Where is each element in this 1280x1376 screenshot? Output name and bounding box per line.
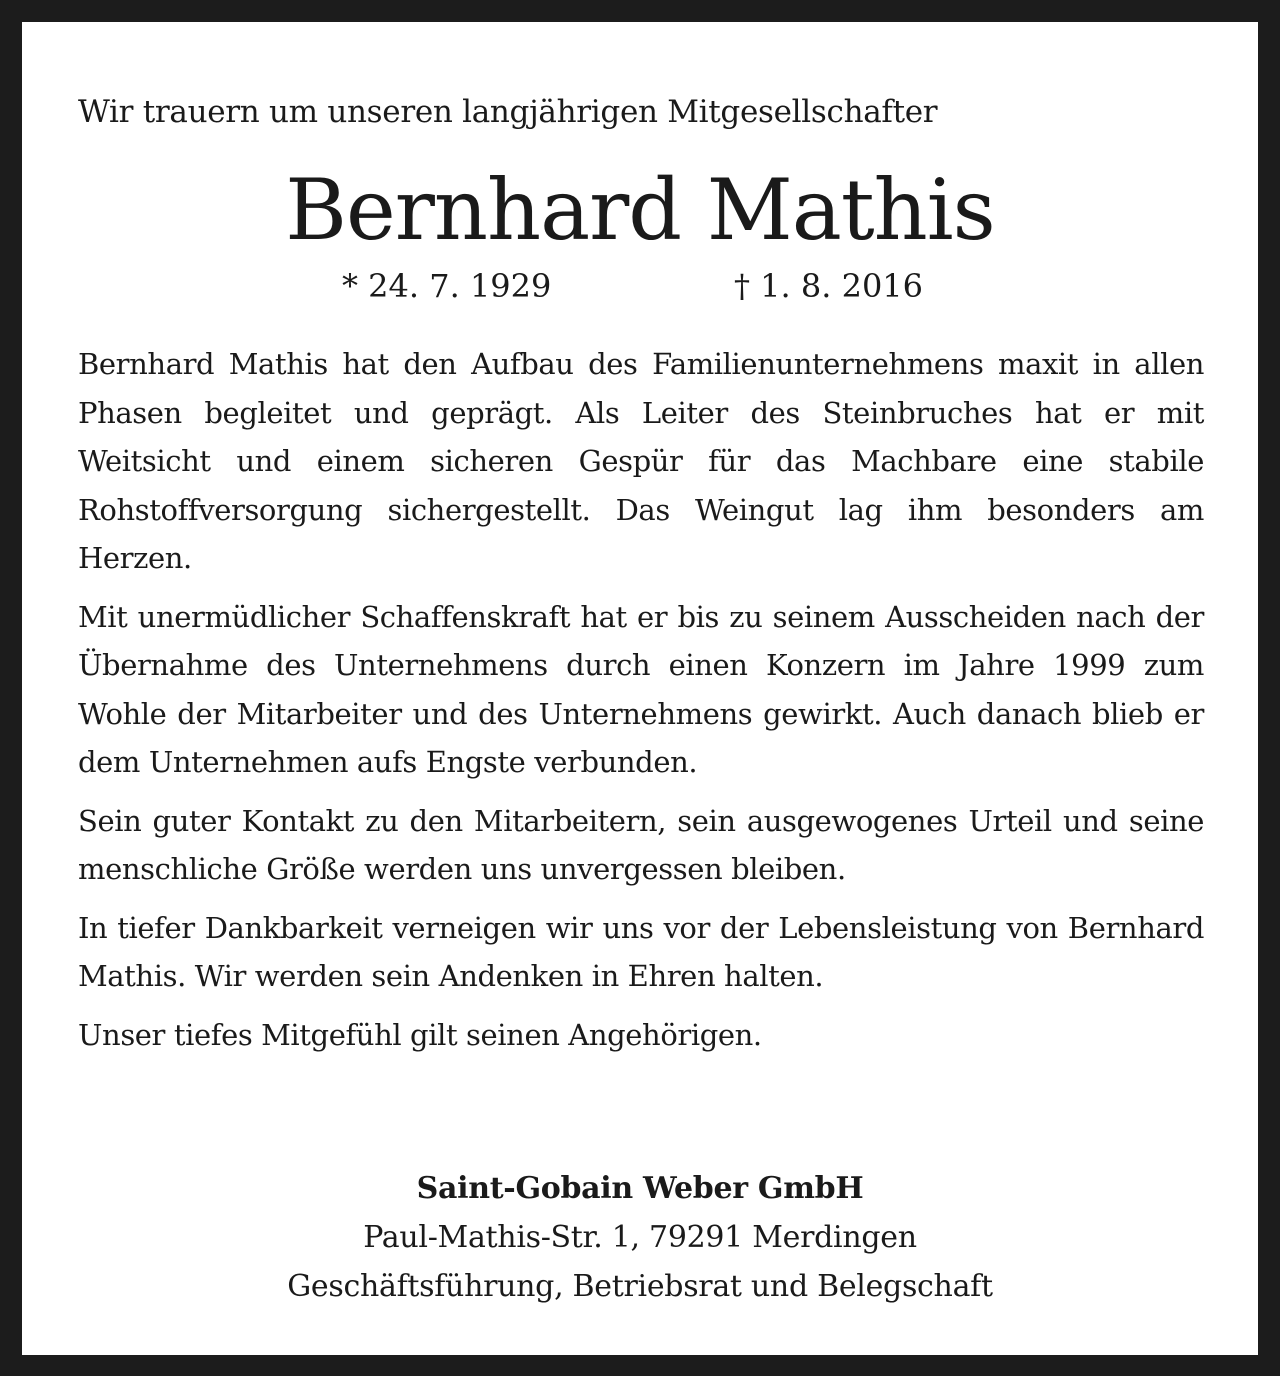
- birth-date: * 24. 7. 1929: [342, 267, 552, 305]
- paragraph-dedication: Mit unermüdlicher Schaffenskraft hat er bis zu seinem Ausscheiden nach der Übernahme des Unternehmens durch einen Konzern im Jahre 1999 zum Wohle der Mitarbeiter und des Unternehmens gewirkt. Auch danach blieb er dem Unternehmen aufs Engste verbunden.: [78, 599, 1204, 779]
- signatories: Geschäftsführung, Betriebsrat und Belegschaft: [287, 1269, 993, 1304]
- obituary-notice: [22, 22, 1258, 1355]
- paragraph-character: Sein guter Kontakt zu den Mitarbeitern, sein ausgewogenes Urteil und seine menschliche Größe werden uns unvergessen bleiben.: [78, 803, 1204, 886]
- intro-line: Wir trauern um unseren langjährigen Mitgesellschafter: [78, 94, 938, 130]
- company-name: Saint-Gobain Weber GmbH: [416, 1171, 864, 1206]
- death-date: † 1. 8. 2016: [734, 267, 924, 305]
- paragraph-condolences: Unser tiefes Mitgefühl gilt seinen Angehörigen.: [78, 1017, 762, 1052]
- deceased-name: Bernhard Mathis: [285, 161, 995, 259]
- notice-body: [78, 340, 1204, 1069]
- signature-block: [22, 1164, 1258, 1311]
- paragraph-career: Bernhard Mathis hat den Aufbau des Familienunternehmens maxit in allen Phasen begleitet und geprägt. Als Leiter des Steinbruches hat er mit Weitsicht und einem sicheren Gespür für das Machbare eine stabile Rohstoffversorgung sichergestellt. Das Weingut lag ihm besonders am Herzen.: [78, 347, 1204, 575]
- company-address: Paul-Mathis-Str. 1, 79291 Merdingen: [363, 1220, 917, 1255]
- paragraph-gratitude: In tiefer Dankbarkeit verneigen wir uns vor der Lebensleistung von Bernhard Mathis. Wir werden sein Andenken in Ehren halten.: [78, 910, 1204, 993]
